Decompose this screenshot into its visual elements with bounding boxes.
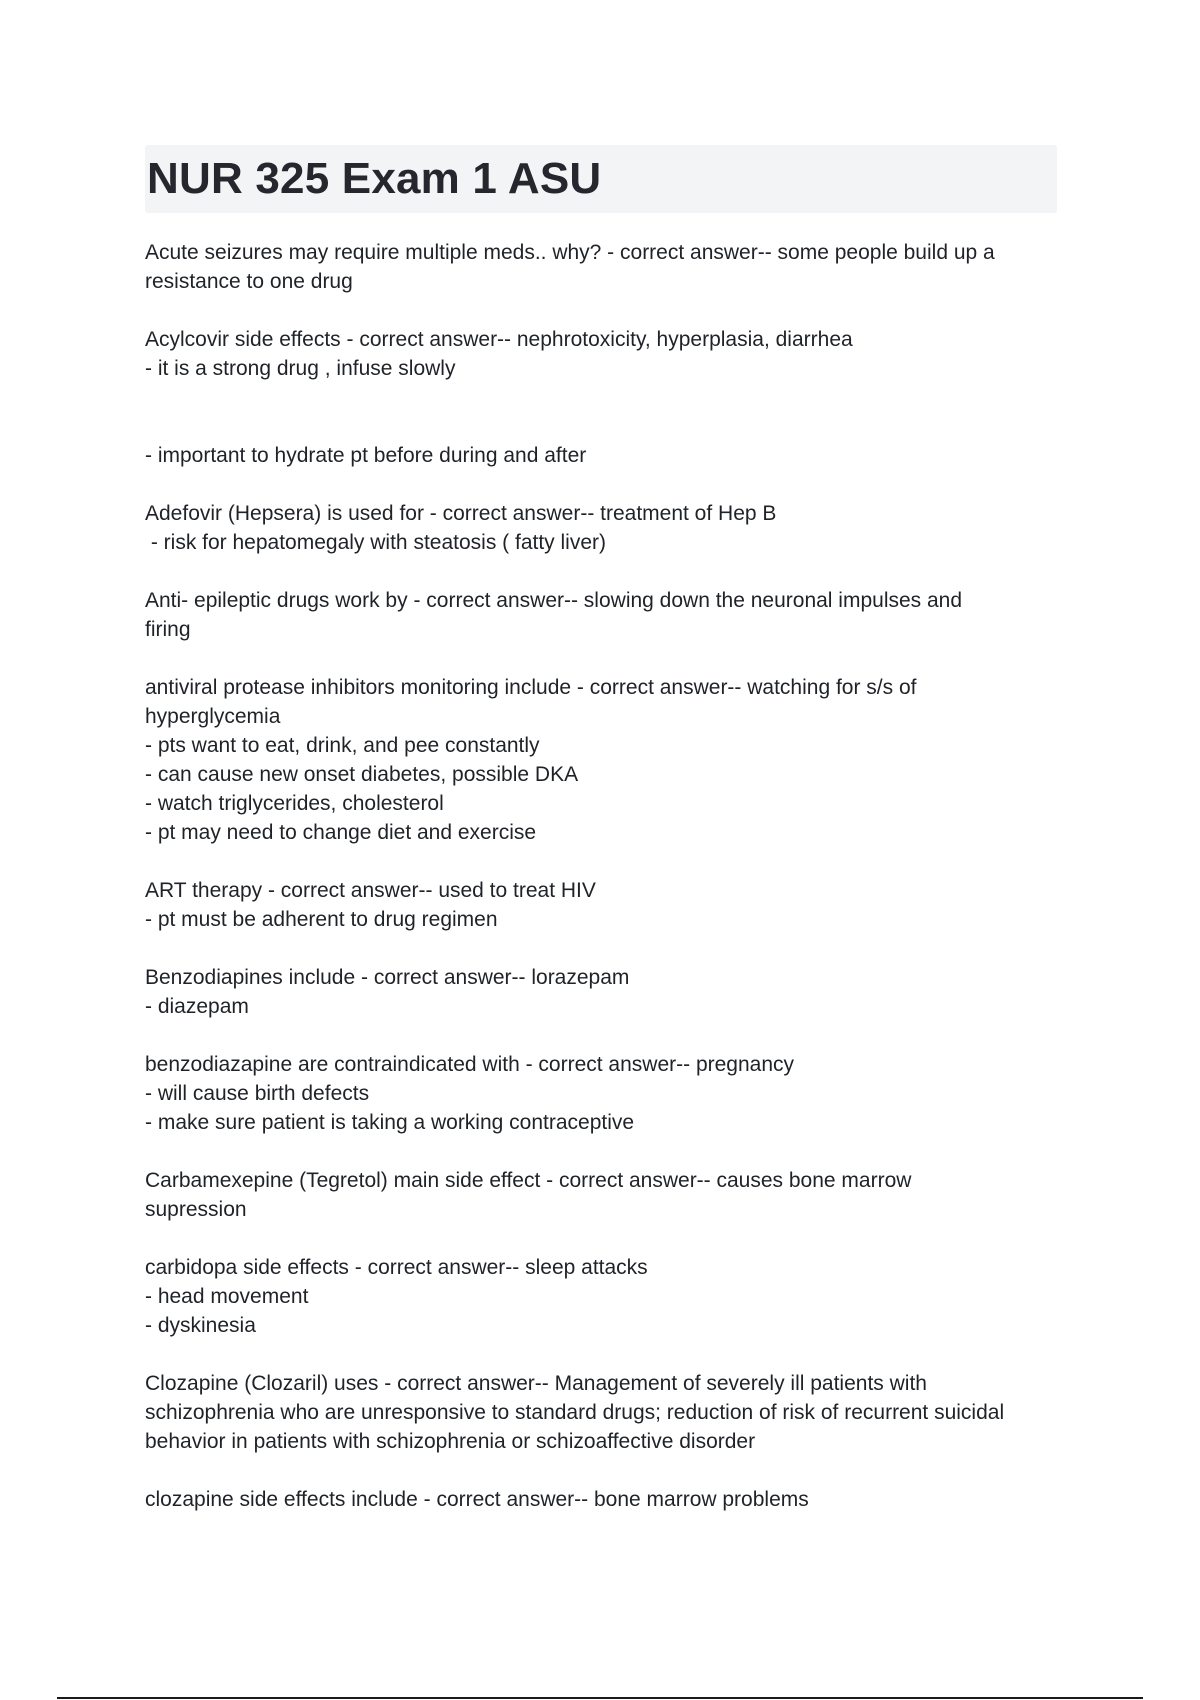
entry-line: resistance to one drug <box>145 270 353 293</box>
flashcard-entry <box>145 876 1065 934</box>
entry-line: - pt must be adherent to drug regimen <box>145 908 498 931</box>
entry-line: schizophrenia who are unresponsive to standard drugs; reduction of risk of recurrent suicidal <box>145 1401 1005 1424</box>
entry-line: Anti- epileptic drugs work by - correct answer-- slowing down the neuronal impulses and <box>145 589 963 612</box>
entry-line: - make sure patient is taking a working contraceptive <box>145 1111 635 1134</box>
footer-divider <box>57 1697 1143 1699</box>
entry-line: - risk for hepatomegaly with steatosis ( fatty liver) <box>145 531 606 554</box>
entry-line: - watch triglycerides, cholesterol <box>145 792 444 815</box>
entry-line: Adefovir (Hepsera) is used for - correct answer-- treatment of Hep B <box>145 502 777 525</box>
flashcard-entry <box>145 1369 1065 1456</box>
flashcard-entry <box>145 1166 1065 1224</box>
entry-line: Acute seizures may require multiple meds.. why? - correct answer-- some people build up a <box>145 241 995 264</box>
entry-line: - pts want to eat, drink, and pee constantly <box>145 734 540 757</box>
entry-line: - dyskinesia <box>145 1314 256 1337</box>
entry-line: - important to hydrate pt before during and after <box>145 444 587 467</box>
flashcard-entry <box>145 1485 1065 1514</box>
entry-line: - it is a strong drug , infuse slowly <box>145 357 456 380</box>
entry-line: Benzodiapines include - correct answer-- lorazepam <box>145 966 630 989</box>
page-title: NUR 325 Exam 1 ASU <box>147 154 602 203</box>
entry-line: benzodiazapine are contraindicated with - correct answer-- pregnancy <box>145 1053 795 1076</box>
flashcard-entry <box>145 1050 1065 1137</box>
entry-line: ART therapy - correct answer-- used to treat HIV <box>145 879 596 902</box>
entry-line: - head movement <box>145 1285 309 1308</box>
entry-line: supression <box>145 1198 247 1221</box>
entry-line: - will cause birth defects <box>145 1082 370 1105</box>
entry-line: Clozapine (Clozaril) uses - correct answer-- Management of severely ill patients with <box>145 1372 927 1395</box>
entry-line: antiviral protease inhibitors monitoring include - correct answer-- watching for s/s of <box>145 676 917 699</box>
flashcard-list <box>145 238 1065 1543</box>
entry-line: - pt may need to change diet and exercise <box>145 821 537 844</box>
entry-line: hyperglycemia <box>145 705 281 728</box>
entry-line: Acylcovir side effects - correct answer-- nephrotoxicity, hyperplasia, diarrhea <box>145 328 853 351</box>
entry-line: clozapine side effects include - correct answer-- bone marrow problems <box>145 1488 809 1511</box>
entry-line: firing <box>145 618 191 641</box>
flashcard-entry <box>145 963 1065 1021</box>
flashcard-entry <box>145 238 1065 296</box>
flashcard-entry <box>145 499 1065 557</box>
entry-line: - can cause new onset diabetes, possible DKA <box>145 763 579 786</box>
entry-line: behavior in patients with schizophrenia or schizoaffective disorder <box>145 1430 756 1453</box>
entry-line: Carbamexepine (Tegretol) main side effect - correct answer-- causes bone marrow <box>145 1169 912 1192</box>
flashcard-entry <box>145 1253 1065 1340</box>
title-band <box>145 145 1057 213</box>
entry-line: - diazepam <box>145 995 249 1018</box>
flashcard-entry <box>145 325 1065 470</box>
blank-gap <box>145 383 1065 441</box>
flashcard-entry <box>145 586 1065 644</box>
entry-line: carbidopa side effects - correct answer-- sleep attacks <box>145 1256 648 1279</box>
flashcard-entry <box>145 673 1065 847</box>
